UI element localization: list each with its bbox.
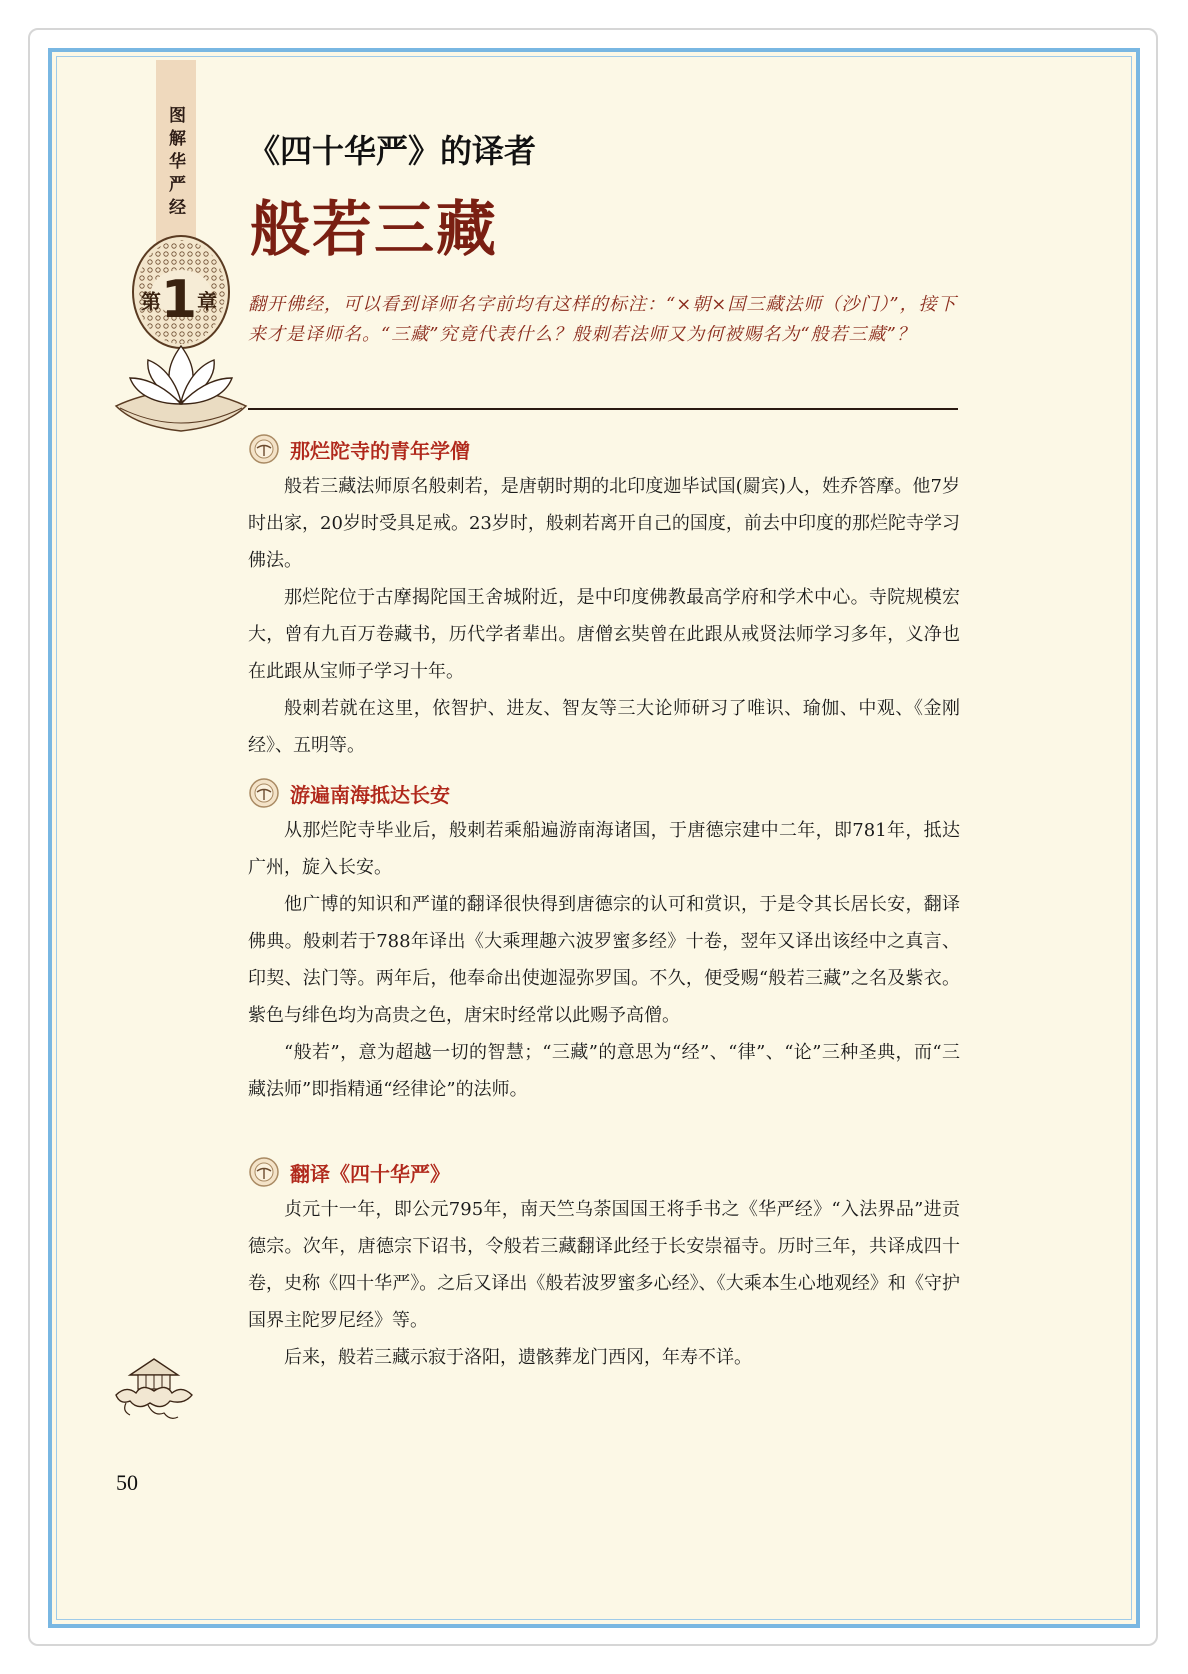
body-paragraph: 般刺若就在这里，依智护、进友、智友等三大论师研习了唯识、瑜伽、中观、《金刚经》、五明等。 <box>248 698 960 756</box>
chapter-label <box>134 270 224 330</box>
cloud-pavilion-icon <box>108 1345 200 1425</box>
body-paragraph: 那烂陀位于古摩揭陀国王舍城附近，是中印度佛教最高学府和学术中心。寺院规模宏大，曾有九百万卷藏书，历代学者辈出。唐僧玄奘曾在此跟从戒贤法师学习多年，义净也在此跟从宝师子学习十年。 <box>248 587 960 682</box>
body-paragraph: “般若”，意为超越一切的智慧；“三藏”的意思为“经”、“律”、“论”三种圣典，而“三藏法师”即指精通“经律论”的法师。 <box>248 1042 960 1100</box>
section-heading <box>248 432 470 466</box>
body-paragraph: 般若三藏法师原名般刺若，是唐朝时期的北印度迦毕试国(罽宾)人，姓乔答摩。他7岁时出家，20岁时受具足戒。23岁时，般刺若离开自己的国度，前去中印度的那烂陀寺学习佛法。 <box>248 476 960 571</box>
intro-paragraph: 翻开佛经，可以看到译师名字前均有这样的标注：“×朝×国三藏法师（沙门）”，接下来才是译师名。“三藏”究竟代表什么？般刺若法师又为何被赐名为“般若三藏”？ <box>248 294 957 345</box>
section-heading <box>248 1155 450 1189</box>
section-title: 游遍南海抵达长安 <box>290 782 450 807</box>
section-title: 翻译《四十华严》 <box>290 1161 450 1186</box>
chapter-prefix: 第 <box>140 289 161 314</box>
body-paragraph: 他广博的知识和严谨的翻译很快得到唐德宗的认可和赏识，于是令其长居长安，翻译佛典。般刺若于788年译出《大乘理趣六波罗蜜多经》十卷，翌年又译出该经中之真言、印契、法门等。两年后，他奉命出使迦湿弥罗国。不久，便受赐“般若三藏”之名及紫衣。紫色与绯色均为高贵之色，唐宋时经常以此赐予高僧。 <box>248 894 960 1026</box>
section-heading <box>248 776 450 810</box>
heading-kicker: 《四十华严》的译者 <box>248 132 537 170</box>
chapter-number: 1 <box>160 270 198 330</box>
section-body <box>248 468 960 764</box>
section-body <box>248 1191 960 1376</box>
book-title: 图解华严经 <box>165 106 185 221</box>
lotus-emblem-icon <box>106 226 256 451</box>
body-paragraph: 贞元十一年，即公元795年，南天竺乌荼国国王将手书之《华严经》“入法界品”进贡德宗。次年，唐德宗下诏书，令般若三藏翻译此经于长安崇福寺。历时三年，共译成四十卷，史称《四十华严》。之后又译出《般若波罗蜜多心经》、《大乘本生心地观经》和《守护国界主陀罗尼经》等。 <box>248 1199 960 1331</box>
chapter-suffix: 章 <box>197 289 218 314</box>
section-emblem-icon <box>248 1156 280 1188</box>
body-paragraph: 从那烂陀寺毕业后，般刺若乘船遍游南海诸国，于唐德宗建中二年，即781年，抵达广州，旋入长安。 <box>248 820 960 878</box>
section-emblem-icon <box>248 433 280 465</box>
intro-divider <box>248 408 958 410</box>
body-paragraph: 后来，般若三藏示寂于洛阳，遗骸葬龙门西冈，年寿不详。 <box>284 1347 752 1368</box>
section-emblem-icon <box>248 777 280 809</box>
section-title: 那烂陀寺的青年学僧 <box>290 438 470 463</box>
page-title: 般若三藏 <box>250 195 498 265</box>
section-body <box>248 812 960 1108</box>
page-number: 50 <box>116 1470 138 1495</box>
